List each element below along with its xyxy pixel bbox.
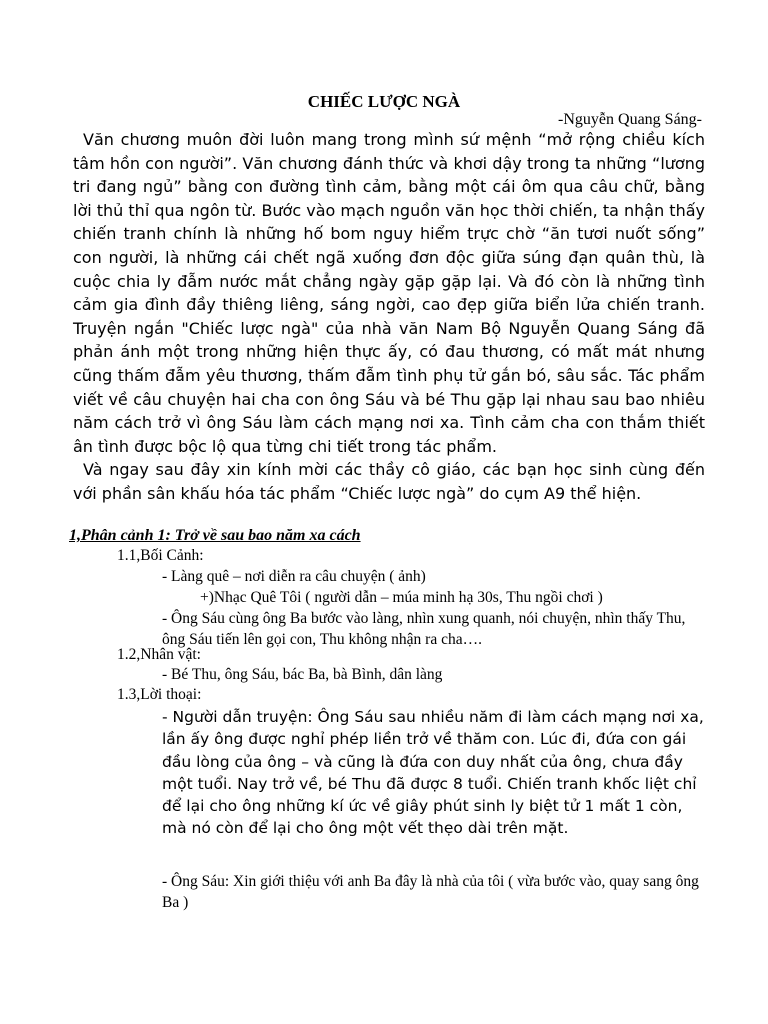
document-author: -Nguyễn Quang Sáng- bbox=[558, 111, 702, 128]
intro-paragraph-1: Văn chương muôn đời luôn mang trong mình sứ mệnh “mở rộng chiều kích tâm hồn con người”. Văn chương đánh thức và khơi dậy trong ta những “lương tri đang ngủ” bằng con đường tình cảm, bằng một cái ôm qua câu chữ, bằng lời thủ thỉ qua ngôn từ. Bước vào mạch nguồn văn học thời chiến, ta nhận thấy chiến tranh chính là những hố bom nguy hiểm trực chờ “ăn tươi nuốt sống” con người, là những cái chết ngã xuống đơn độc giữa súng đạn quân thù, là cuộc chia ly đẫm nước mắt chẳng ngày gặp gặp lại. Và đó còn là những tình cảm gia đình đầy thiêng liêng, sáng ngời, cao đẹp giữa biển lửa chiến tranh. Truyện ngắn "Chiếc lược ngà" của nhà văn Nam Bộ Nguyễn Quang Sáng đã phản ánh một trong những hiện thực ấy, có đau thương, có mất mát nhưng cũng thấm đẫm yêu thương, thấm đẫm tình phụ tử gắn bó, sâu sắc. Tác phẩm viết về câu chuyện hai cha con ông Sáu và bé Thu gặp lại nhau sau bao nhiêu năm cách trở vì ông Sáu làm cách mạng nơi xa. Tình cảm cha con thắm thiết ân tình được bộc lộ qua từng chi tiết trong tác phẩm. bbox=[73, 130, 705, 456]
characters-block bbox=[162, 664, 707, 685]
document-title: CHIẾC LƯỢC NGÀ bbox=[307, 92, 461, 111]
section-1-heading: 1,Phân cảnh 1: Trở về sau bao năm xa cách bbox=[69, 527, 361, 544]
dialogue-narrator-block bbox=[162, 706, 707, 840]
characters-line: - Bé Thu, ông Sáu, bác Ba, bà Bình, dân làng bbox=[162, 666, 443, 683]
setting-block bbox=[162, 566, 707, 650]
intro-paragraph-2: Và ngay sau đây xin kính mời các thầy cô giáo, các bạn học sinh cùng đến với phần sân khấu hóa tác phẩm “Chiếc lược ngà” do cụm A9 thể hiện. bbox=[73, 460, 705, 503]
intro-text bbox=[73, 128, 705, 506]
characters-label: 1.2,Nhân vật: bbox=[117, 646, 201, 663]
dialogue-narrator: - Người dẫn truyện: Ông Sáu sau nhiều năm đi làm cách mạng nơi xa, lần ấy ông được nghỉ phép liền trở về thăm con. Lúc đi, đứa con gái đầu lòng của ông – và cũng là đứa con duy nhất của ông, chưa đầy một tuổi. Nay trở về, bé Thu đã được 8 tuổi. Chiến tranh khốc liệt chỉ để lại cho ông những kí ức về giây phút sinh ly biệt tử 1 mất 1 còn, mà nó còn để lại cho ông một vết thẹo dài trên mặt. bbox=[162, 708, 704, 838]
dialogue-label: 1.3,Lời thoại: bbox=[117, 686, 202, 703]
setting-line-1: - Làng quê – nơi diễn ra câu chuyện ( ảnh) bbox=[162, 568, 426, 585]
dialogue-sau: - Ông Sáu: Xin giới thiệu với anh Ba đây là nhà của tôi ( vừa bước vào, quay sang ông Ba ) bbox=[162, 873, 699, 911]
setting-line-3: - Ông Sáu cùng ông Ba bước vào làng, nhìn xung quanh, nói chuyện, nhìn thấy Thu, ông Sáu tiến lên gọi con, Thu không nhận ra cha…. bbox=[162, 610, 686, 648]
dialogue-sau-block bbox=[162, 871, 707, 913]
setting-line-2: +)Nhạc Quê Tôi ( người dẫn – múa minh hạ 30s, Thu ngồi chơi ) bbox=[200, 589, 603, 606]
setting-label: 1.1,Bối Cảnh: bbox=[117, 547, 204, 564]
